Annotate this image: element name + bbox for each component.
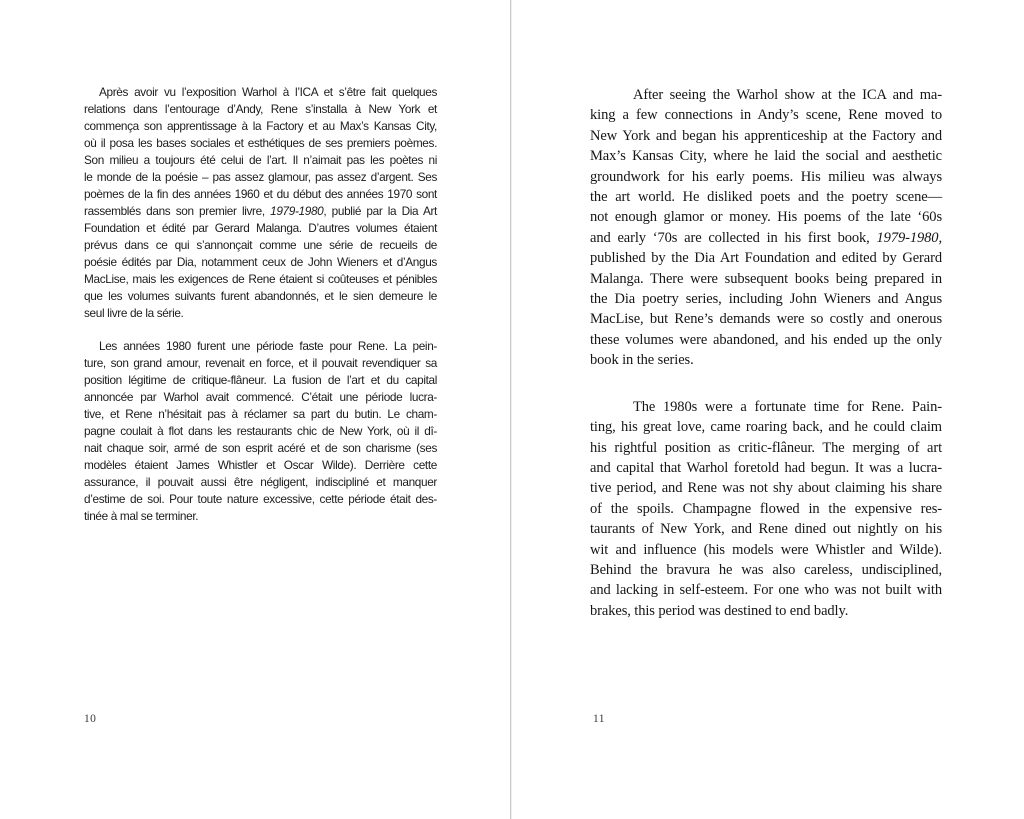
text-line: poèmes de la fin des années 1960 et du début des années 1970 sont bbox=[84, 187, 437, 201]
french-text-block bbox=[84, 84, 437, 525]
page-number-right: 11 bbox=[593, 713, 605, 725]
text-line: Les années 1980 furent une période faste pour Rene. La pein- bbox=[99, 339, 437, 353]
text-line: tive, et Rene n’hésitait pas à réclamer sa part du butin. Le cham- bbox=[84, 407, 437, 421]
text-line: annoncée par Warhol avait commencé. C’était une période lucra- bbox=[84, 390, 437, 404]
text-line: ting, his great love, came roaring back, and he could claim bbox=[590, 419, 942, 436]
paragraph-french-1 bbox=[84, 84, 437, 322]
text-line: taurants of New York, and Rene dined out nightly on his bbox=[590, 521, 942, 538]
text-line: not enough glamor or money. His poems of the late ‘60s bbox=[590, 209, 942, 226]
text-line: d’estime de soi. Pour toute nature excessive, cette période était des- bbox=[84, 492, 437, 506]
page-gutter-divider bbox=[510, 0, 511, 819]
text-line: pagne coulait à flot dans les restaurants chic de New York, où il dî- bbox=[84, 424, 437, 438]
paragraph-english-2 bbox=[590, 397, 942, 621]
text-line: assurance, il pouvait aussi être négligent, indiscipliné et manquer bbox=[84, 475, 437, 489]
text-line: groundwork for his early poems. His milieu was always bbox=[590, 168, 942, 185]
text-line: MacLise, mais les exigences de Rene étaient si coûteuses et pénibles bbox=[84, 272, 437, 286]
text-line: book in the series. bbox=[590, 352, 694, 369]
paragraph-english-1 bbox=[590, 85, 942, 371]
text-line: the Dia poetry series, including John Wieners and Angus bbox=[590, 291, 942, 308]
text-line: New York and began his apprenticeship at the Factory and bbox=[590, 127, 942, 144]
english-text-block bbox=[590, 85, 942, 621]
text-line: nait chaque soir, armé de son esprit acéré et de son charisme (ses bbox=[84, 441, 437, 455]
text-line: the art world. He disliked poets and the poetry scene— bbox=[590, 189, 942, 206]
text-line: and lacking in self-esteem. For one who was not built with bbox=[590, 582, 942, 599]
text-line: Après avoir vu l’exposition Warhol à l’ICA et s’être fait quelques bbox=[99, 85, 437, 99]
text-line: ture, son grand amour, revenait en force, et il pouvait revendiquer sa bbox=[84, 356, 437, 370]
text-line: MacLise, but Rene’s demands were so costly and onerous bbox=[590, 311, 942, 328]
text-line: où il posa les bases sociales et esthétiques de ses premiers poèmes. bbox=[84, 136, 437, 150]
text-line: que les volumes suivants furent abandonnés, et le sien demeure le bbox=[84, 289, 437, 303]
text-line: poésie édités par Dia, notamment ceux de John Wieners et d’Angus bbox=[84, 255, 437, 269]
text-line: seul livre de la série. bbox=[84, 306, 184, 320]
text-line: rassemblés dans son premier livre, 1979-1980, publié par la Dia Art bbox=[84, 204, 437, 218]
text-line: and early ‘70s are collected in his first book, 1979-1980, bbox=[590, 229, 942, 246]
text-line: Foundation et édité par Gerard Malanga. D’autres volumes étaient bbox=[84, 221, 437, 235]
text-line: Behind the bravura he was also careless, undisciplined, bbox=[590, 561, 942, 578]
text-line: Max’s Kansas City, where he laid the social and aesthetic bbox=[590, 148, 942, 165]
text-line: The 1980s were a fortunate time for Rene. Pain- bbox=[633, 398, 942, 415]
text-line: position légitime de critique-flâneur. La fusion de l’art et du capital bbox=[84, 373, 437, 387]
text-line: prévus dans ce qui s’annonçait comme une série de recueils de bbox=[84, 238, 437, 252]
text-line: le monde de la poésie – pas assez glamour, pas assez d’argent. Ses bbox=[84, 170, 437, 184]
text-line: of the spoils. Champagne flowed in the expensive res- bbox=[590, 500, 942, 517]
text-line: Son milieu a toujours été celui de l’art. Il n’aimait pas les poètes ni bbox=[84, 153, 437, 167]
text-line: commença son apprentissage à la Factory et au Max’s Kansas City, bbox=[84, 119, 437, 133]
text-line: these volumes were abandoned, and his ended up the only bbox=[590, 331, 942, 348]
text-line: and capital that Warhol foretold had begun. It was a lucra- bbox=[590, 459, 942, 476]
text-line: wit and influence (his models were Whistler and Wilde). bbox=[590, 541, 942, 558]
text-line: tive period, and Rene was not shy about claiming his share bbox=[590, 480, 942, 497]
text-line: Malanga. There were subsequent books being prepared in bbox=[590, 270, 942, 287]
text-line: published by the Dia Art Foundation and edited by Gerard bbox=[590, 250, 942, 267]
text-line: modèles étaient James Whistler et Oscar Wilde). Derrière cette bbox=[84, 458, 437, 472]
text-line: relations dans l’entourage d’Andy, Rene s’installa à New York et bbox=[84, 102, 437, 116]
page-number-left: 10 bbox=[84, 713, 97, 725]
text-line: tinée à mal se terminer. bbox=[84, 509, 199, 523]
paragraph-french-2 bbox=[84, 338, 437, 525]
text-line: his rightful position as critic-flâneur. The merging of art bbox=[590, 439, 942, 456]
text-line: After seeing the Warhol show at the ICA and ma- bbox=[633, 87, 942, 103]
text-line: brakes, this period was destined to end badly. bbox=[590, 602, 849, 619]
text-line: king a few connections in Andy’s scene, Rene moved to bbox=[590, 107, 942, 124]
